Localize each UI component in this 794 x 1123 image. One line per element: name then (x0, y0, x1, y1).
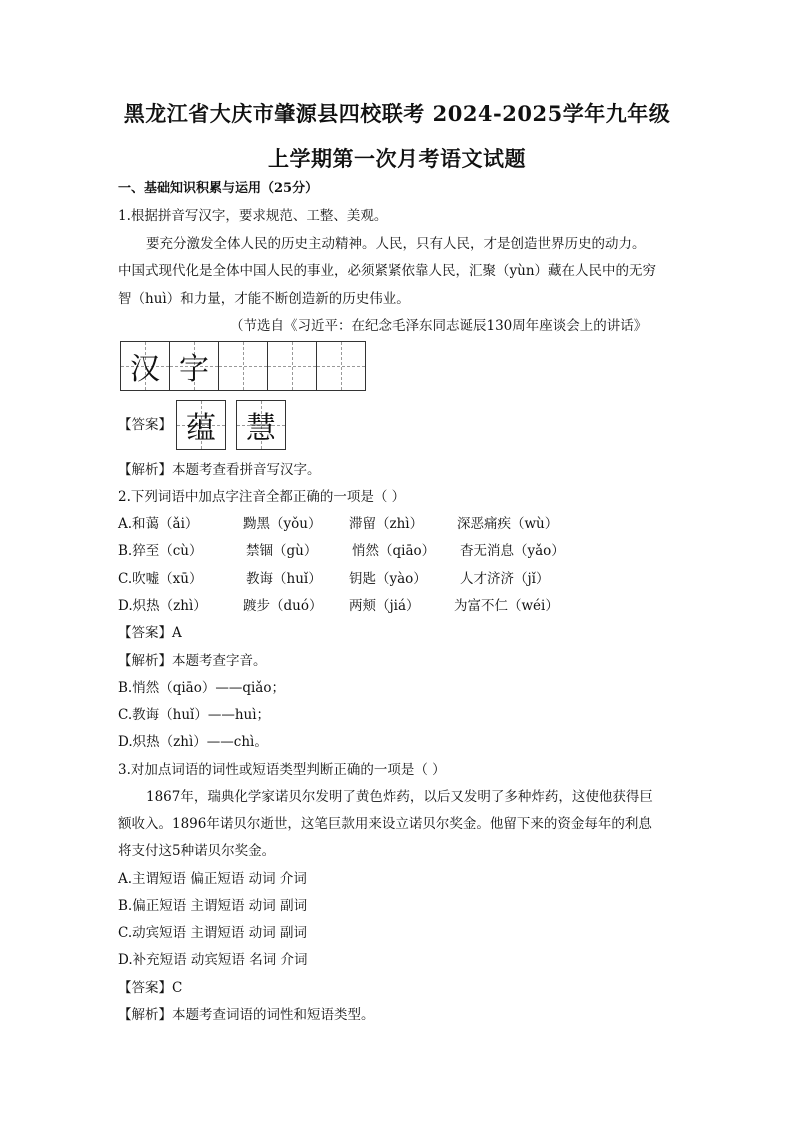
grid-cell: 字 (170, 342, 219, 390)
grid-cell (317, 342, 365, 390)
q2-prompt: 2.下列词语中加点字注音全都正确的一项是（ ） (118, 489, 406, 505)
q2-analysis: 【解析】本题考查字音。 (118, 653, 267, 669)
q2-note: D.炽热（zhì）——chì。 (118, 734, 268, 750)
q1-source: （节选自《习近平：在纪念毛泽东同志诞辰130周年座谈会上的讲话》 (230, 318, 648, 334)
page-title-line2: 上学期第一次月考语文试题 (268, 146, 526, 171)
section-heading: 一、基础知识积累与运用（25分） (118, 181, 319, 196)
answer-char-box: 蕴 (176, 400, 226, 450)
page-title-line1: 黑龙江省大庆市肇源县四校联考 2024-2025学年九年级 (123, 101, 671, 126)
q3-option-d: D.补充短语 动宾短语 名词 介词 (118, 952, 308, 968)
q3-analysis: 【解析】本题考查词语的词性和短语类型。 (118, 1007, 375, 1023)
q1-passage-line1: 要充分激发全体人民的历史主动精神。人民，只有人民，才是创造世界历史的动力。 (146, 236, 646, 252)
grid-cell (268, 342, 317, 390)
q1-analysis: 【解析】本题考查看拼音写汉字。 (118, 462, 321, 478)
q3-passage-line1: 1867年，瑞典化学家诺贝尔发明了黄色炸药，以后又发明了多种炸药，这使他获得巨 (146, 789, 653, 805)
q3-passage-line2: 额收入。1896年诺贝尔逝世，这笔巨款用来设立诺贝尔奖金。他留下来的资金每年的利息 (118, 816, 652, 832)
grid-cell: 汉 (121, 342, 170, 390)
q3-option-c: C.动宾短语 主谓短语 动词 副词 (118, 925, 308, 941)
q3-option-b: B.偏正短语 主谓短语 动词 副词 (118, 898, 308, 914)
q1-answer-label: 【答案】 (118, 417, 172, 433)
q1-prompt: 1.根据拼音写汉字，要求规范、工整、美观。 (118, 208, 388, 224)
writing-grid (120, 341, 366, 391)
q2-note: B.悄然（qiāo）——qiǎo； (118, 680, 285, 696)
q3-passage-line3: 将支付这5种诺贝尔奖金。 (118, 843, 276, 859)
q2-answer: 【答案】A (118, 625, 182, 641)
exam-page: 黑龙江省大庆市肇源县四校联考 2024-2025学年九年级 上学期第一次月考语文试题 一、基础知识积累与运用（25分） 1.根据拼音写汉字，要求规范、工整、美观。 要充分激发全体人民的历史主动精神。人民，只有人民，才是创造世界历史的动力。 中国式现代化是全体中国人民的事业，必须紧紧依靠人民，汇聚（yùn）藏在人民中的无穷 智（huì）和力量，才能不断创造新的历史伟业。 （节选自《习近平：在纪念毛泽东同志诞辰130周年座谈会上的讲话》 汉 字 【答案】 蕴 慧 【解析】本题考查看拼音写汉字。 2.下列词语中加点字注音全都正确的一项是（ ） A.和蔼（ǎi） 黝黑（yǒu） 滞留（zhì） 深恶痛疾（wù） B.猝至（cù） 禁锢（gù） 悄然（qiāo） 杳无消息（yǎo） C.吹嘘（xū） 教诲（huǐ） 钥匙（yào） 人才济济（jǐ） D.炽热（zhì） 踱步（duó） 两颊（jiá） 为富不仁（wéi） 【答案】A 【解析】本题考查字音。 B.悄然（qiāo）——qiǎo； C.教诲（huǐ）——huì； D.炽热（zhì）——chì。 3.对加点词语的词性或短语类型判断正确的一项是（ ） 1867年，瑞典化学家诺贝尔发明了黄色炸药，以后又发明了多种炸药，这使他获得巨 额收入。1896年诺贝尔逝世，这笔巨款用来设立诺贝尔奖金。他留下来的资金每年的利息 将支付这5种诺贝尔奖金。 A.主谓短语 偏正短语 动词 介词 B.偏正短语 主谓短语 动词 副词 C.动宾短语 主谓短语 动词 副词 D.补充短语 动宾短语 名词 介词 【答案】C 【解析】本题考查词语的词性和短语类型。 (0, 0, 794, 1123)
grid-cell (219, 342, 268, 390)
q1-passage-line3: 智（huì）和力量，才能不断创造新的历史伟业。 (118, 291, 410, 307)
q2-note: C.教诲（huǐ）——huì； (118, 707, 271, 723)
answer-char-box: 慧 (236, 400, 286, 450)
q1-passage-line2: 中国式现代化是全体中国人民的事业，必须紧紧依靠人民，汇聚（yùn）藏在人民中的无穷 (118, 263, 657, 279)
q3-prompt: 3.对加点词语的词性或短语类型判断正确的一项是（ ） (118, 762, 446, 778)
q3-answer: 【答案】C (118, 980, 183, 996)
q3-option-a: A.主谓短语 偏正短语 动词 介词 (118, 871, 307, 887)
